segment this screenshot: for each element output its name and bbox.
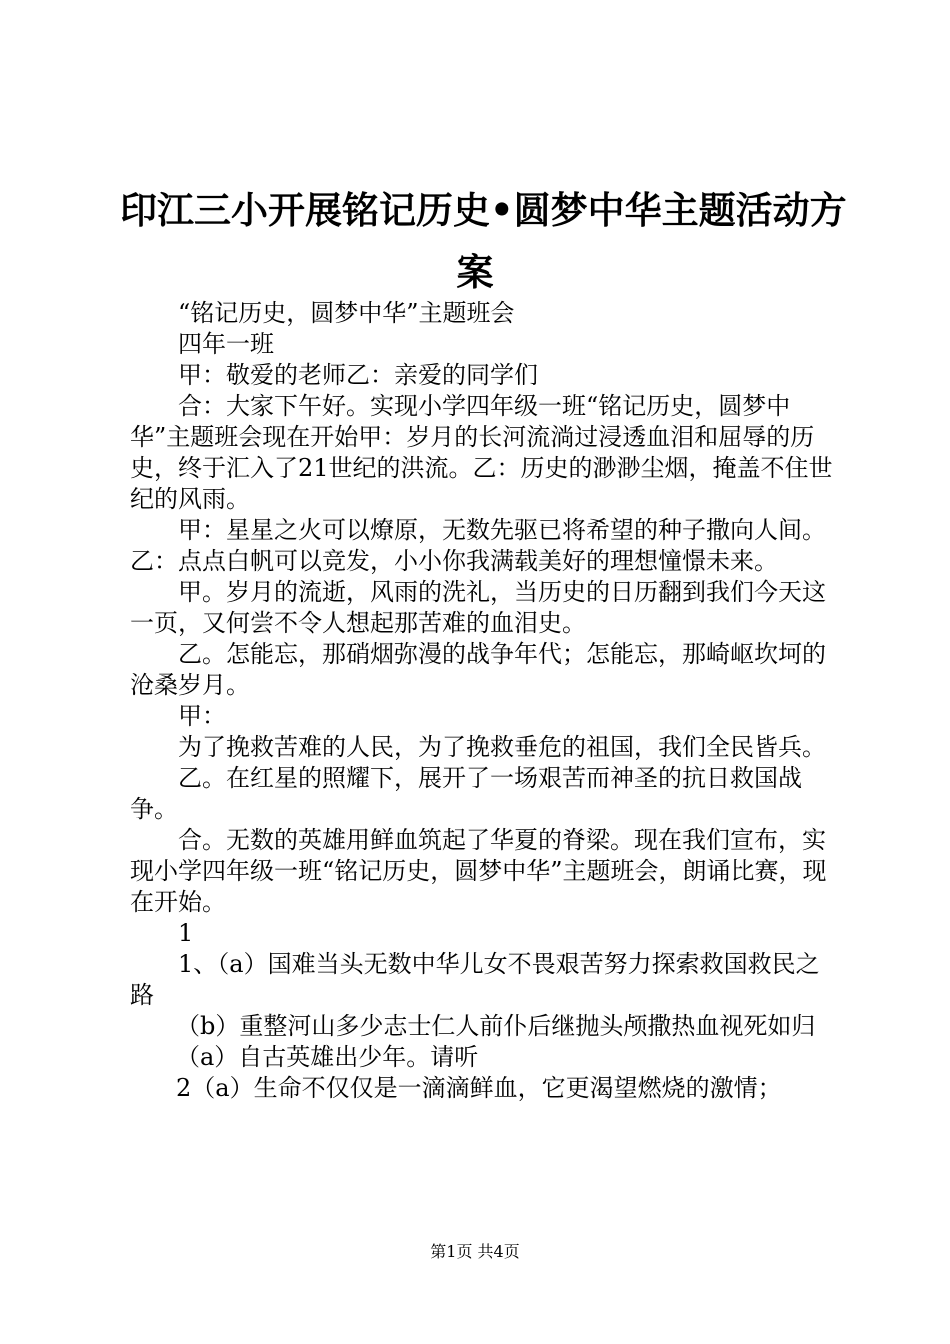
page-footer: 第1页 共4页 — [430, 1242, 520, 1261]
paragraph-save-people: 为了挽救苦难的人民，为了挽救垂危的祖国，我们全民皆兵。 — [178, 733, 826, 761]
paragraph-item-2a: 2（a）生命不仅仅是一滴滴鲜血，它更渴望燃烧的激情； — [176, 1074, 782, 1102]
document-body — [130, 298, 840, 1104]
paragraph-never-forget: 乙。怎能忘，那硝烟弥漫的战争年代；怎能忘，那崎岖坎坷的沧桑岁月。 — [130, 640, 826, 699]
paragraph-red-star: 乙。在红星的照耀下，展开了一场艰苦而神圣的抗日救国战争。 — [130, 764, 802, 823]
paragraph-meeting-title: “铭记历史，圆梦中华”主题班会 — [178, 299, 515, 327]
paragraph-announcement: 合。无数的英雄用鲜血筑起了华夏的脊梁。现在我们宣布，实现小学四年级一班“铭记历史，圆梦中华”主题班会，朗诵比赛，现在开始。 — [130, 826, 827, 916]
paragraph-years: 甲。岁月的流逝，风雨的洗礼，当历史的日历翻到我们今天这一页，又何尝不令人想起那苦难的血泪史。 — [130, 578, 826, 637]
paragraph-section-number: 1 — [178, 919, 194, 947]
paragraph-spark: 甲：星星之火可以燎原，无数先驱已将希望的种子撒向人间。乙：点点白帆可以竞发，小小你我满载美好的理想憧憬未来。 — [130, 516, 826, 575]
document-title-line-1: 印江三小开展铭记历史•圆梦中华主题活动方 — [120, 189, 847, 232]
paragraph-opening: 合：大家下午好。实现小学四年级一班“铭记历史，圆梦中华”主题班会现在开始甲：岁月的长河流淌过浸透血泪和屈辱的历史，终于汇入了21世纪的洪流。乙：历史的渺渺尘烟，掩盖不住世纪的风雨。 — [130, 392, 833, 513]
paragraph-speaker-jia: 甲： — [178, 702, 226, 730]
paragraph-item-1a-listen: （a）自古英雄出少年。请听 — [176, 1043, 479, 1071]
paragraph-class-name: 四年一班 — [178, 330, 274, 358]
paragraph-item-1b: （b）重整河山多少志士仁人前仆后继抛头颅撒热血视死如归 — [176, 1012, 816, 1040]
paragraph-greeting: 甲：敬爱的老师乙：亲爱的同学们 — [178, 361, 538, 389]
document-title-line-2: 案 — [456, 251, 494, 294]
paragraph-item-1a: 1、（a）国难当头无数中华儿女不畏艰苦努力探索救国救民之路 — [130, 950, 820, 1009]
